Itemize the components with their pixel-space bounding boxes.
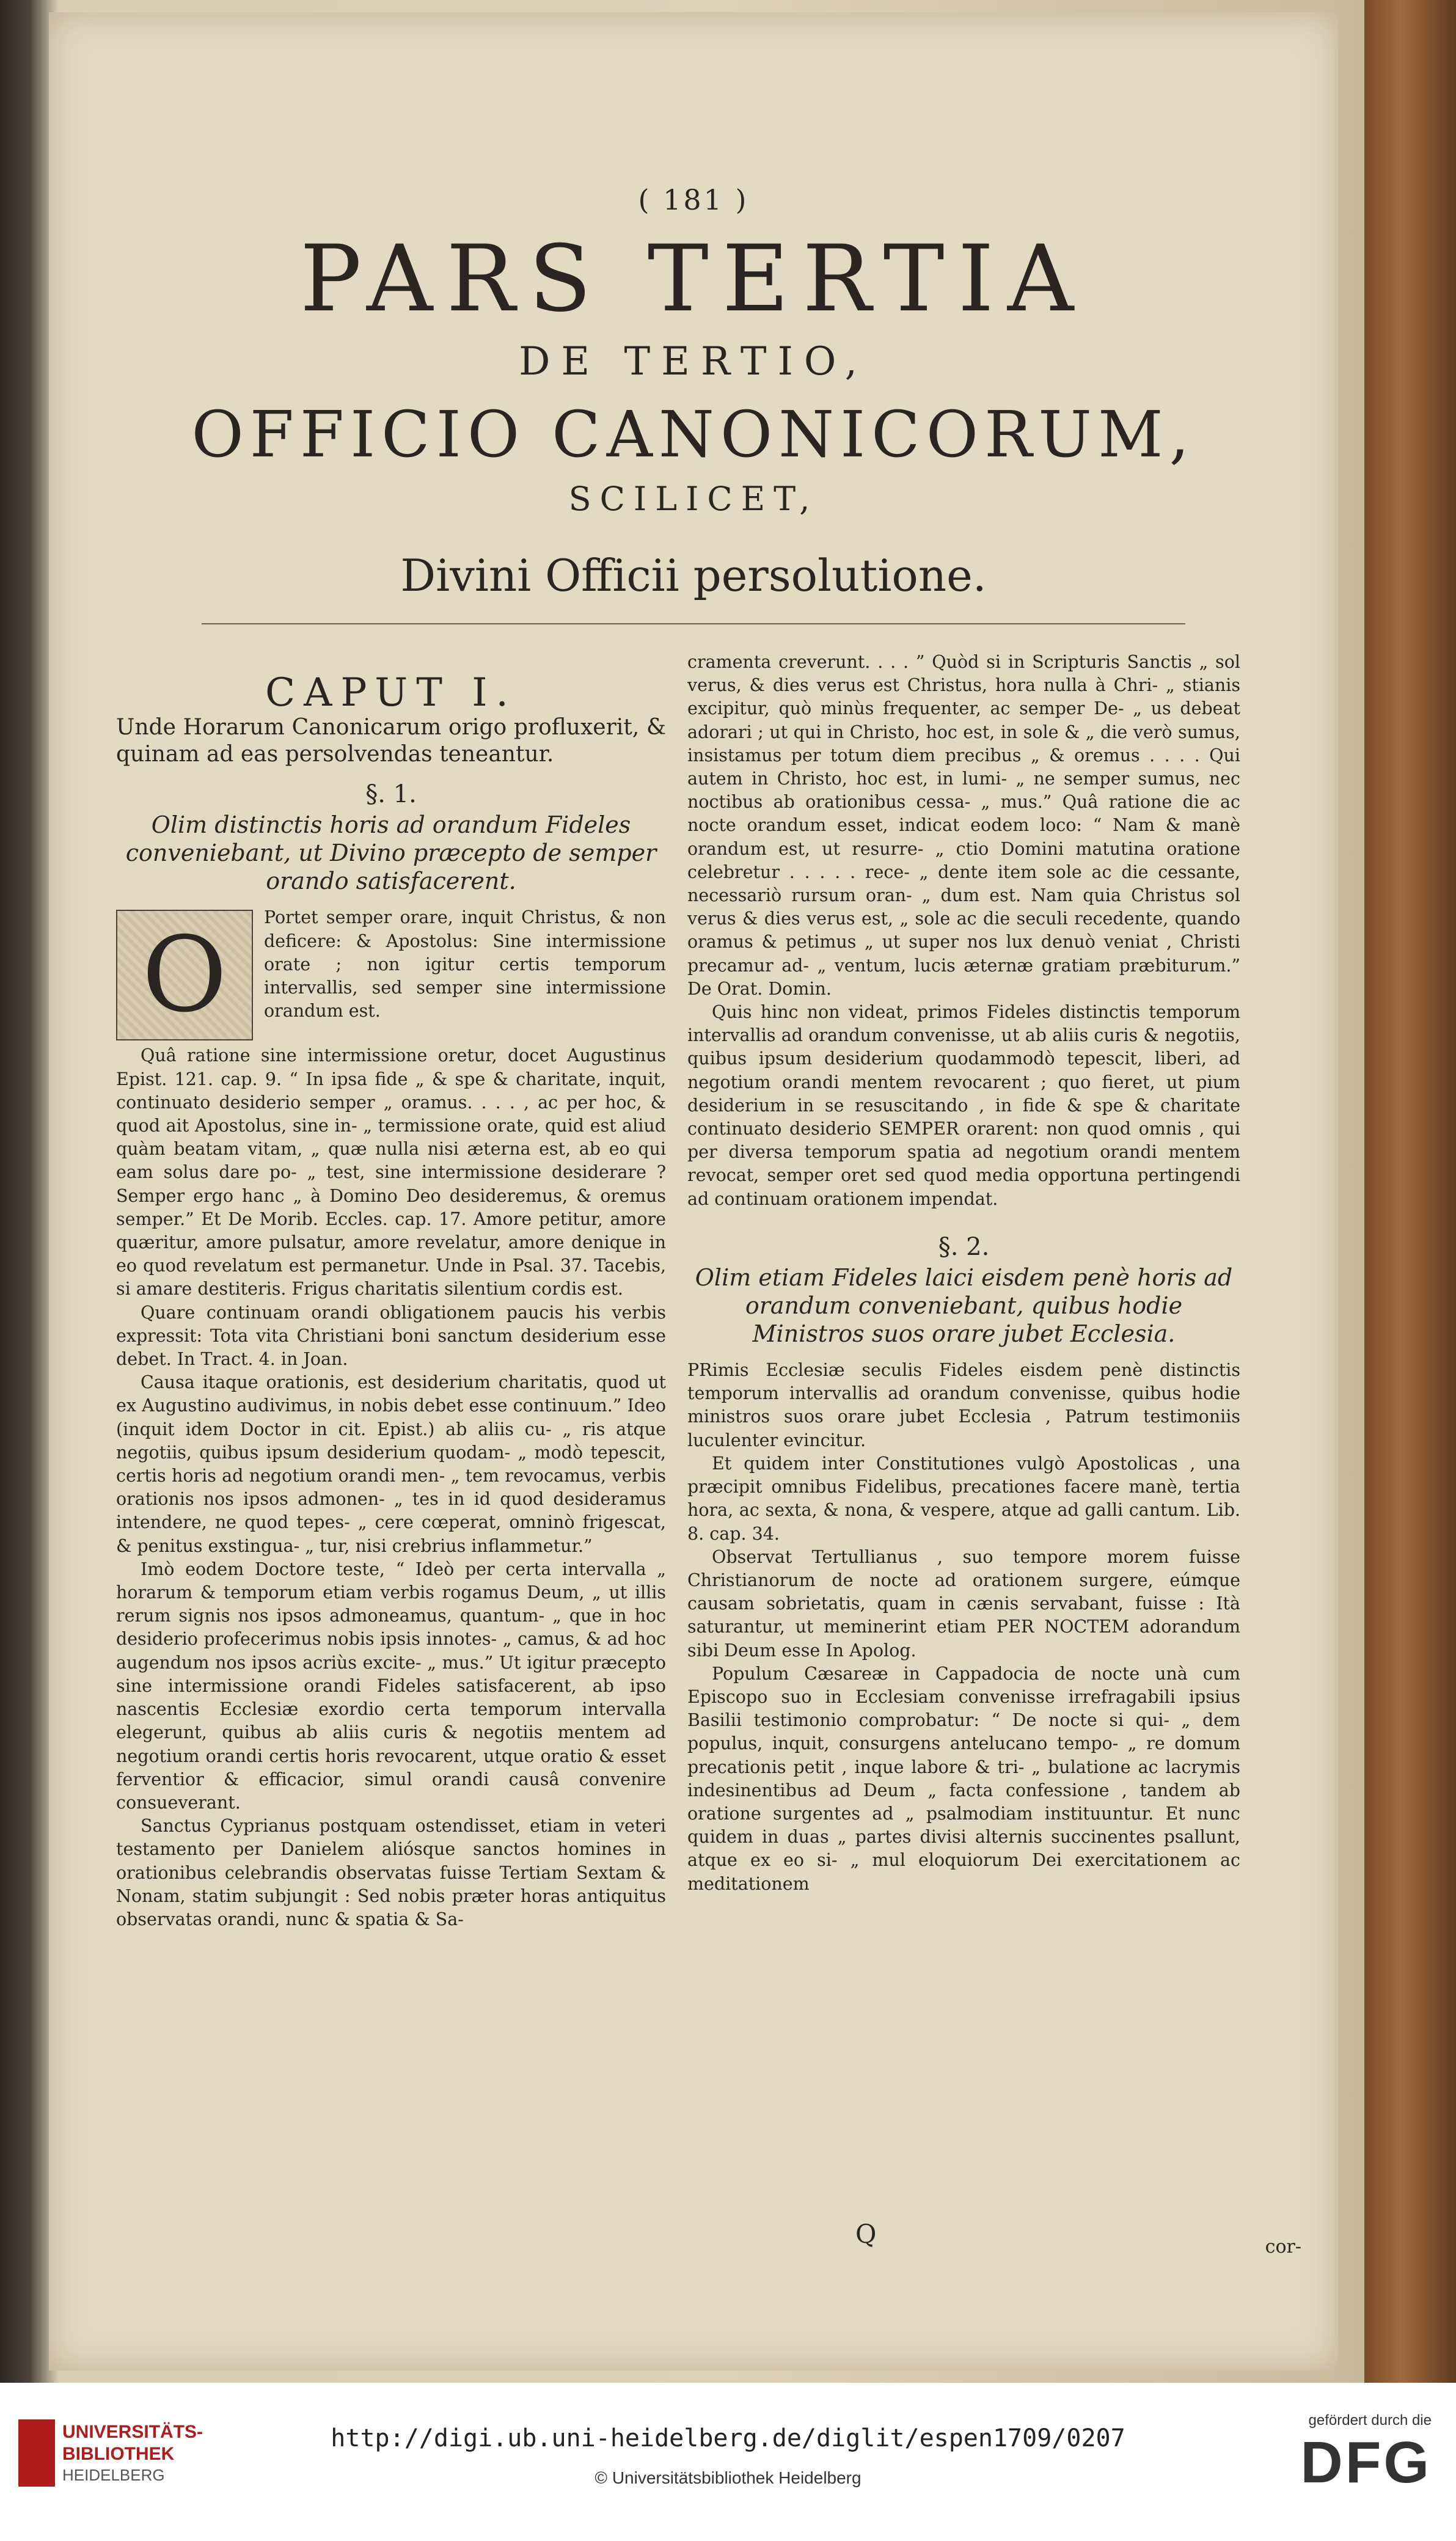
section-lemma-2: Olim etiam Fideles laici eisdem penè horis ad orandum conveniebant, quibus hodie Ministros suos orare jubet Ecclesia. (695, 1264, 1233, 1348)
title-officio: OFFICIO CANONICORUM, (191, 397, 1196, 472)
caput-heading: CAPUT I. (265, 670, 517, 715)
section-mark-2: §. 2. (938, 1232, 990, 1261)
paragraph: Sanctus Cyprianus postquam ostendisset, etiam in veteri testamento per Danielem aliósque sanctos homines in orationibus celebrandis observatas fuisse Tertiam Sextam & Nonam, statim subjungit : Sed nobis præter horas antiquitus observatas orandi, nunc & spatia & Sa- (116, 1816, 666, 1929)
viewer-footer (0, 2383, 1456, 2541)
logo-line-2: BIBLIOTHEK (62, 2444, 175, 2464)
paragraph: Quâ ratione sine intermissione oretur, docet Augustinus Epist. 121. cap. 9. “ In ipsa fide „ & spe & charitate, inquit, continuato desiderio semper „ oramus. . . . , ac per hoc, & quod ait Apostolus, sine in- „ termissione orate, quid est aliud quàm beatam vitam, „ quæ nulla nisi æterna est, ab eo qui eam solus dare po- „ test, sine intermissione desiderare ? Semper ergo hanc „ à Domino Deo desideremus, & oremus semper.” Et De Morib. Eccles. cap. 17. Amore petitur, amore quæritur, amore pulsatur, amore revelatur, amore denique in eo quod revelatum est permanetur. Unde in Psal. 37. Tacebis, si amare destiteris. Frigus charitatis silentium cordis est. (116, 1045, 666, 1300)
logo-line-1: UNIVERSITÄTS- (62, 2422, 203, 2442)
title-rule (202, 623, 1185, 624)
paragraph: Quis hinc non videat, primos Fideles distinctis temporum intervallis ad orandum convenisse, ut ab aliis curis & negotiis, quibus ipsum desiderium quodammodò tepescit, liberi, ad negotium orandi mentem revocarent ; quo fieret, ut pium desiderium in se resuscitando , in fide & spe & charitate continuato desiderio SEMPER orarent: non quod omnis , qui per diversa temporum spatia ad negotium orandi mentem revocat, semper oret sed quod media opportuna pertingendi ad continuam orationem impendat. (687, 1002, 1240, 1209)
paragraph: Portet semper orare, inquit Christus, & non deficere: & Apostolus: Sine intermissione orate ; non igitur certis temporum intervallis, sed semper sine intermissione orandum est. (264, 907, 666, 1022)
title-divini-officii: Divini Officii persolutione. (400, 550, 987, 601)
paragraph: Causa itaque orationis, est desiderium charitatis, quod ut ex Augustino audivimus, in nobis debet esse continuum.” Ideo (inquit idem Doctor in cit. Epist.) ab aliis cu- „ ris atque negotiis, quibus ipsum desiderium quodam- „ modò tepescit, certis horis ad negotium orandi men- „ tem revocamus, verbis orationis nos ipsos admonen- „ tes in id quod desideramus intendere, ne quod tepes- „ cere cœperat, omninò frigescat, & penitus exstingua- „ tur, nisi crebrius inflammetur.” (116, 1372, 666, 1556)
paragraph: Imò eodem Doctore teste, “ Ideò per certa intervalla „ horarum & temporum etiam verbis rogamus Deum, „ ut illis rerum signis nos ipsos admoneamus, quantum- „ que in hoc desiderio profecerimus nobis ipsis innotes- „ camus, & ad hoc augendum nos ipsos acriùs excite- „ mus.” Ut igitur præcepto sine intermissione orandi Fideles satisfacerent, ab ipso nascentis Ecclesiæ exordio certa temporum intervalla elegerunt, quibus ab aliis curis & negotiis mentem ad negotium orandi certis horis revocarent, utque oratio & esset ferventior & efficacior, simul orandi causâ convenire consueverant. (116, 1559, 666, 1813)
logo-line-3: HEIDELBERG (62, 2466, 165, 2484)
signature-mark: Q (855, 2219, 877, 2249)
book-edge (1364, 0, 1456, 2383)
copyright-notice: © Universitätsbibliothek Heidelberg (594, 2468, 862, 2487)
funding-text: gefördert durch die (1308, 2412, 1432, 2429)
book-page (49, 12, 1338, 2371)
right-column (687, 651, 1240, 1896)
page-number: ( 181 ) (638, 183, 749, 216)
left-column (116, 651, 666, 1931)
permalink-url[interactable]: http://digi.ub.uni-heidelberg.de/diglit/espen1709/0207 (331, 2424, 1125, 2452)
paragraph: Observat Tertullianus , suo tempore morem fuisse Christianorum de nocte ad orationem surgere, eúmque causam sobrietatis, quam in cænis servabant, fuisse : Ità saturantur, ut meminerint etiam PER NOCTEM adorandum sibi Deum esse In Apolog. (687, 1546, 1240, 1661)
initial-paragraph (116, 906, 666, 1036)
section-lemma-1: Olim distinctis horis ad orandum Fideles conveniebant, ut Divino præcepto de semper orando satisfacerent. (125, 811, 657, 895)
dfg-logo-text: DFG (1300, 2430, 1432, 2495)
title-de-tertio: DE TERTIO, (519, 339, 868, 384)
paragraph: Et quidem inter Constitutiones vulgò Apostolicas , una præcipit omnibus Fidelibus, precationes facere manè, tertia hora, ac sexta, & nona, & vespere, atque ad galli cantum. Lib. 8. cap. 34. (687, 1453, 1240, 1544)
caput-subtitle: Unde Horarum Canonicarum origo profluxerit, & quinam ad eas persolvendas teneantur. (116, 715, 666, 767)
section-mark-1: §. 1. (365, 780, 417, 809)
paragraph: Populum Cæsareæ in Cappadocia de nocte unà cum Episcopo suo in Ecclesiam convenisse irrefragabili ipsius Basilii testimonio comprobatur: “ De nocte si qui- „ dem populus, inquit, consurgens antelucano tempo- „ re domum precationis petit , inque labore & tri- „ bulatione ac lacrymis indesinentibus ad Deum „ facta confessione , tandem ab oratione surgentes ad „ psalmodiam instituuntur. Et nunc quidem in duas „ partes divisi alternis succinentes psallunt, atque ex eo si- „ mul eloquiorum Dei exercitationem ac meditationem (687, 1663, 1240, 1894)
title-scilicet: SCILICET, (568, 480, 819, 518)
paragraph: PRimis Ecclesiæ seculis Fideles eisdem penè distinctis temporum intervallis ad orandum convenisse, quibus hodie ministros suos orare jubet Ecclesia , Patrum testimoniis luculenter evincitur. (687, 1360, 1240, 1450)
decorated-initial: O (116, 910, 253, 1040)
catchword: cor- (1265, 2236, 1301, 2258)
university-library-logo[interactable] (18, 2395, 203, 2517)
title-pars-tertia: PARS TERTIA (299, 226, 1088, 332)
dfg-funding-logo[interactable] (1297, 2395, 1432, 2517)
paragraph: cramenta creverunt. . . . ” Quòd si in Scripturis Sanctis „ sol verus, & dies verus est Christus, hora nulla à Chri- „ stianis excipitur, quò minùs frequenter, ac semper De- „ us debeat adorari ; ut qui in Christo, hoc est, in sole & „ die verò sumus, insistamus per totum diem precibus „ & oremus . . . . Qui autem in Christo, hoc est, in lumi- „ ne semper sumus, nec noctibus ab orationibus cessa- „ mus.” Quâ ratione die ac nocte orandum esset, indicat eodem loco: “ Nam & manè orandum est, ut resurre- „ ctio Domini matutina oratione celebretur . . . . . rece- „ dente item sole ac die cessante, necessariò rursum oran- „ dum est. Nam quia Christus sol verus & dies verus est, „ sole ac die seculi recedente, quando oramus & petimus „ ut super nos lux denuò veniat , Christi precamur ad- „ ventum, lucis æternæ gratiam præbiturum.” De Orat. Domin. (687, 652, 1240, 999)
paragraph: Quare continuam orandi obligationem paucis his verbis expressit: Tota vita Christiani boni sanctum desiderium esse debet. In Tract. 4. in Joan. (116, 1302, 666, 1370)
